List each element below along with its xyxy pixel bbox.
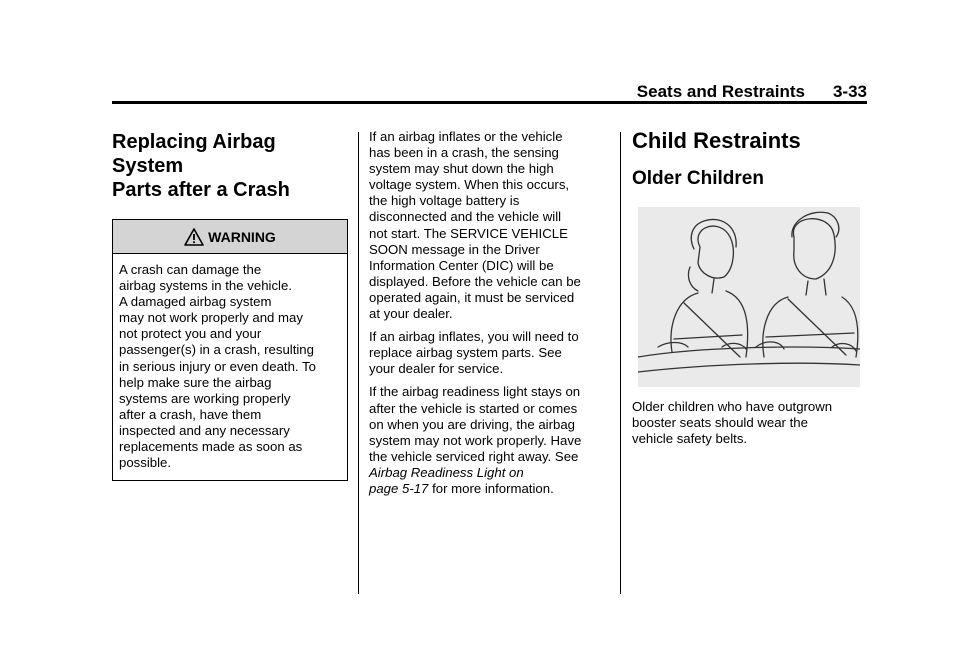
section-heading-line2: Parts after a Crash (112, 179, 290, 201)
text-line: vehicle safety belts. (632, 431, 748, 447)
text-line: SOON message in the Driver (369, 241, 540, 257)
text-line: Information Center (DIC) will be (369, 257, 554, 273)
warning-line: help make sure the airbag (119, 374, 272, 390)
header-section-title: Seats and Restraints (636, 82, 805, 101)
text-line: voltage system. When this occurs, (369, 177, 570, 193)
column-divider-1 (358, 132, 359, 594)
warning-line: systems are working properly (119, 390, 291, 406)
chapter-title: Child Restraints (632, 128, 801, 153)
text-line: the vehicle serviced right away. See (369, 448, 579, 464)
column-left (112, 130, 348, 481)
page-header (112, 82, 867, 100)
column-right (632, 128, 867, 447)
text-line: displayed. Before the vehicle can be (369, 273, 581, 289)
warning-line: may not work properly and may (119, 310, 303, 326)
warning-triangle-icon (184, 228, 204, 246)
warning-line: inspected and any necessary (119, 422, 290, 438)
text-line: has been in a crash, the sensing (369, 145, 559, 161)
warning-line: not protect you and your (119, 326, 262, 342)
text-line: at your dealer. (369, 306, 453, 322)
warning-text (113, 254, 347, 480)
warning-title: WARNING (208, 228, 276, 245)
text-line: the high voltage battery is (369, 193, 520, 209)
text-line: replace airbag system parts. See (369, 345, 562, 361)
column-divider-2 (620, 132, 621, 594)
warning-line: passenger(s) in a crash, resulting (119, 342, 314, 358)
text-line: disconnected and the vehicle will (369, 209, 562, 225)
warning-line: possible. (119, 455, 172, 471)
text-line: not start. The SERVICE VEHICLE (369, 225, 568, 241)
warning-line: replacements made as soon as (119, 439, 303, 455)
text-line: If an airbag inflates or the vehicle (369, 129, 563, 144)
illustration-caption (632, 399, 867, 447)
warning-box (112, 219, 348, 481)
paragraph-airbag-inflates (369, 129, 613, 322)
text-line: your dealer for service. (369, 361, 504, 377)
warning-line: airbag systems in the vehicle. (119, 278, 292, 294)
paragraph-readiness-light (369, 384, 613, 497)
paragraph-replace-parts (369, 329, 613, 377)
text-line: Older children who have outgrown (632, 399, 833, 414)
section-heading-line1: Replacing Airbag System (112, 131, 276, 177)
warning-line: after a crash, have them (119, 406, 262, 422)
warning-line: in serious injury or even death. To (119, 358, 316, 374)
cross-reference-line2: page 5-17 (369, 480, 429, 496)
warning-line: A crash can damage the (119, 262, 262, 277)
cross-reference-line1: Airbag Readiness Light on (369, 464, 524, 480)
section-heading (112, 130, 348, 202)
text-line: after the vehicle is started or comes (369, 400, 578, 416)
text-line: booster seats should wear the (632, 415, 808, 431)
warning-header (113, 220, 347, 254)
text-line: system may not work properly. Have (369, 432, 582, 448)
text-line: system may shut down the high (369, 161, 554, 177)
column-middle (369, 129, 613, 504)
text-line: If an airbag inflates, you will need to (369, 329, 579, 345)
text-line: for more information. (428, 480, 554, 496)
text-line: operated again, it must be serviced (369, 289, 575, 305)
text-line: on when you are driving, the airbag (369, 416, 576, 432)
page-number: 3-33 (832, 82, 867, 101)
header-rule (112, 101, 867, 104)
warning-line: A damaged airbag system (119, 294, 272, 310)
subsection-title: Older Children (632, 168, 764, 189)
children-seatbelt-illustration (638, 207, 860, 387)
text-line: If the airbag readiness light stays on (369, 384, 581, 400)
